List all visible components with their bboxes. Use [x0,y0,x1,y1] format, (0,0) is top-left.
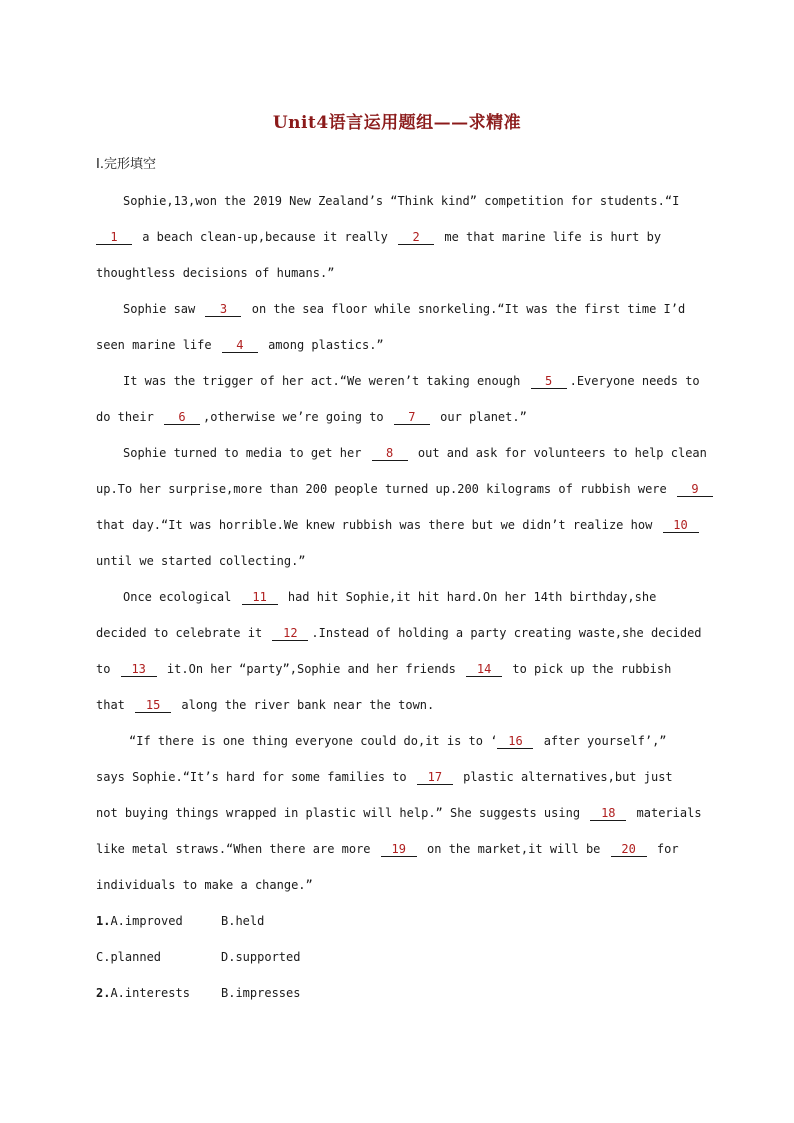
passage-text: do their [96,410,154,424]
option-row [96,975,300,1011]
blank-9: 9 [677,482,713,497]
passage-text: to pick up the rubbish [512,662,672,676]
passage-text: Sophie turned to media to get her [123,446,362,460]
passage-text: ,otherwise we’re going to [203,410,384,424]
page-title: Unit4语言运用题组——求精准 [272,113,522,133]
passage-line [96,255,716,291]
passage-line [96,183,716,219]
passage-text: a beach clean-up,because it really [142,230,388,244]
passage-text: It was the trigger of her act.“We weren’t taking enough [123,374,521,388]
blank-20: 20 [611,842,647,857]
blank-13: 13 [121,662,157,677]
passage-text: had hit Sophie,it hit hard.On her 14th birthday,she [287,590,657,604]
passage-line [96,831,716,867]
passage-line [96,579,716,615]
passage-text: says Sophie.“It’s hard for some families to [96,770,407,784]
passage-text: like metal straws.“When there are more [96,842,371,856]
passage-text: individuals to make a change.” [96,878,313,892]
passage-text: among plastics.” [268,338,384,352]
option-b: B.impresses [221,986,301,1000]
passage-text: “If there is one thing everyone could do,it is to ‘ [129,734,498,748]
passage-text: .Instead of holding a party creating waste,she decided [311,626,702,640]
passage-text: Sophie saw [123,302,196,316]
question-number: 1. [96,914,111,928]
passage-line [96,363,716,399]
passage-text: .Everyone needs to [569,374,700,388]
passage-line [96,507,716,543]
passage-line [96,471,716,507]
cloze-passage [96,183,716,903]
blank-11: 11 [242,590,278,605]
blank-19: 19 [381,842,417,857]
passage-text: seen marine life [96,338,212,352]
blank-17: 17 [417,770,453,785]
passage-text: for [656,842,679,856]
blank-4: 4 [222,338,258,353]
passage-line [96,795,716,831]
blank-6: 6 [164,410,200,425]
passage-text: decided to celebrate it [96,626,263,640]
passage-line [96,219,716,255]
passage-line [96,543,716,579]
blank-12: 12 [272,626,308,641]
blank-15: 15 [135,698,171,713]
passage-text: until we started collecting.” [96,554,306,568]
passage-text: up.To her surprise,more than 200 people turned up.200 kilograms of rubbish were [96,482,667,496]
blank-3: 3 [205,302,241,317]
passage-text: not buying things wrapped in plastic will help.” She suggests using [96,806,581,820]
blank-1: 1 [96,230,132,245]
passage-text: after yourself’,” [543,734,667,748]
passage-text: on the market,it will be [427,842,601,856]
passage-line [96,615,716,651]
passage-text: Once ecological [123,590,232,604]
blank-5: 5 [531,374,567,389]
option-c: C.planned [96,950,162,964]
section-heading: Ⅰ.完形填空 [96,157,156,172]
passage-text: thoughtless decisions of humans.” [96,266,335,280]
blank-18: 18 [590,806,626,821]
passage-line [96,867,716,903]
passage-text: our planet.” [440,410,527,424]
blank-8: 8 [372,446,408,461]
option-a: A.interests [110,986,190,1000]
option-b: B.held [221,914,265,928]
option-row [96,939,300,975]
passage-text: on the sea floor while snorkeling.“It was the first time I’d [251,302,686,316]
passage-line [96,723,716,759]
passage-text: me that marine life is hurt by [444,230,662,244]
blank-10: 10 [663,518,699,533]
blank-7: 7 [394,410,430,425]
passage-line [96,687,716,723]
passage-line [96,651,716,687]
passage-line [96,759,716,795]
option-row [96,903,300,939]
passage-text: that [96,698,125,712]
passage-text: it.On her “party”,Sophie and her friends [166,662,456,676]
passage-line [96,327,716,363]
passage-line [96,399,716,435]
option-a: A.improved [110,914,183,928]
blank-16: 16 [497,734,533,749]
passage-text: materials [636,806,702,820]
passage-text: plastic alternatives,but just [463,770,673,784]
passage-line [96,291,716,327]
question-number: 2. [96,986,111,1000]
blank-14: 14 [466,662,502,677]
option-d: D.supported [221,950,301,964]
blank-2: 2 [398,230,434,245]
passage-line [96,435,716,471]
passage-text: that day.“It was horrible.We knew rubbish was there but we didn’t realize how [96,518,653,532]
passage-text: along the river bank near the town. [181,698,435,712]
answer-options [96,903,300,1011]
passage-text: to [96,662,111,676]
passage-text: out and ask for volunteers to help clean [417,446,707,460]
passage-text: Sophie,13,won the 2019 New Zealand’s “Think kind” competition for students.“I [123,194,680,208]
